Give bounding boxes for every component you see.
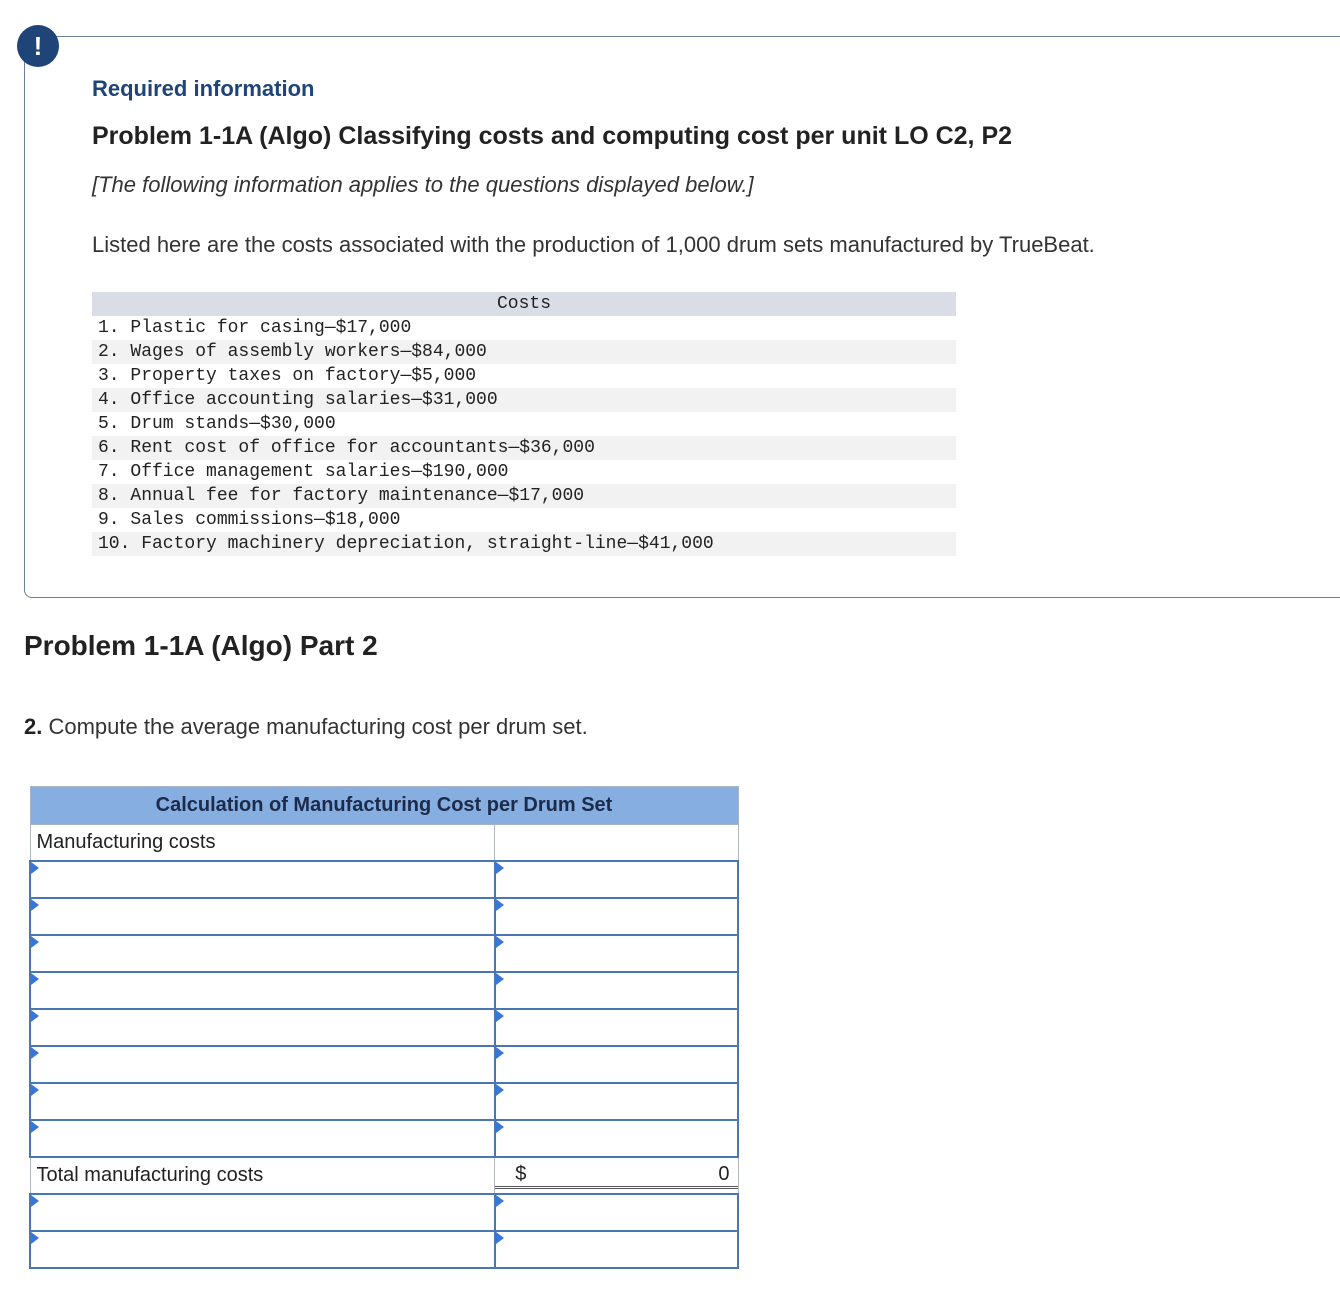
dropdown-indicator-icon [31, 862, 39, 874]
cost-amount-cell[interactable] [495, 1009, 738, 1046]
cost-row: 8. Annual fee for factory maintenance—$17,000 [92, 484, 956, 508]
cost-row: 1. Plastic for casing—$17,000 [92, 316, 956, 340]
result-amount-cell[interactable] [495, 1231, 738, 1268]
dropdown-indicator-icon [496, 1084, 504, 1096]
result-amount-input[interactable] [496, 1195, 737, 1230]
costs-header: Costs [92, 292, 956, 316]
cost-amount-cell[interactable] [495, 972, 738, 1009]
empty-cell [495, 825, 738, 862]
dropdown-indicator-icon [496, 936, 504, 948]
part-title: Problem 1-1A (Algo) Part 2 [24, 630, 378, 661]
question-text [24, 714, 588, 740]
dropdown-indicator-icon [31, 1084, 39, 1096]
dropdown-indicator-icon [31, 1010, 39, 1022]
cost-amount-cell[interactable] [495, 898, 738, 935]
dropdown-indicator-icon [31, 1047, 39, 1059]
cost-amount-input[interactable] [496, 1084, 737, 1119]
cost-amount-input[interactable] [496, 862, 737, 897]
total-manufacturing-costs-cell [495, 1157, 738, 1194]
intro-text: Listed here are the costs associated with the production of 1,000 drum sets manufactured by TrueBeat. [92, 232, 1095, 257]
total-manufacturing-costs-label: Total manufacturing costs [30, 1157, 495, 1194]
cost-name-input[interactable] [31, 899, 494, 934]
dropdown-indicator-icon [496, 1195, 504, 1207]
costs-table [92, 292, 956, 556]
applies-note: [The following information applies to the questions displayed below.] [92, 172, 754, 197]
cost-row: 5. Drum stands—$30,000 [92, 412, 956, 436]
dropdown-indicator-icon [496, 973, 504, 985]
result-name-input[interactable] [31, 1195, 494, 1230]
cost-name-dropdown[interactable] [30, 861, 495, 898]
cost-row: 6. Rent cost of office for accountants—$36,000 [92, 436, 956, 460]
cost-row: 9. Sales commissions—$18,000 [92, 508, 956, 532]
cost-amount-input[interactable] [496, 1010, 737, 1045]
cost-amount-cell[interactable] [495, 935, 738, 972]
cost-name-input[interactable] [31, 1047, 494, 1082]
result-amount-cell[interactable] [495, 1194, 738, 1231]
cost-name-dropdown[interactable] [30, 898, 495, 935]
cost-amount-input[interactable] [496, 1047, 737, 1082]
cost-name-input[interactable] [31, 1010, 494, 1045]
calculation-table [29, 786, 739, 1269]
cost-name-input[interactable] [31, 1084, 494, 1119]
dropdown-indicator-icon [31, 973, 39, 985]
dropdown-indicator-icon [496, 1010, 504, 1022]
question-number: 2. [24, 714, 43, 739]
cost-row: 7. Office management salaries—$190,000 [92, 460, 956, 484]
cost-name-input[interactable] [31, 1121, 494, 1156]
total-manufacturing-costs-value: 0 [718, 1162, 730, 1185]
cost-name-dropdown[interactable] [30, 1083, 495, 1120]
result-name-dropdown[interactable] [30, 1194, 495, 1231]
currency-symbol: $ [515, 1162, 527, 1185]
cost-name-dropdown[interactable] [30, 972, 495, 1009]
cost-amount-cell[interactable] [495, 1120, 738, 1157]
cost-amount-input[interactable] [496, 936, 737, 971]
question-body: Compute the average manufacturing cost per drum set. [42, 714, 588, 739]
cost-amount-cell[interactable] [495, 1083, 738, 1120]
dropdown-indicator-icon [31, 1121, 39, 1133]
dropdown-indicator-icon [31, 1232, 39, 1244]
dropdown-indicator-icon [31, 936, 39, 948]
cost-name-input[interactable] [31, 862, 494, 897]
cost-name-dropdown[interactable] [30, 1009, 495, 1046]
dropdown-indicator-icon [496, 1047, 504, 1059]
cost-name-input[interactable] [31, 973, 494, 1008]
required-info-heading: Required information [92, 76, 315, 101]
result-name-input[interactable] [31, 1232, 494, 1267]
cost-name-dropdown[interactable] [30, 1046, 495, 1083]
alert-icon: ! [17, 25, 59, 67]
cost-amount-input[interactable] [496, 973, 737, 1008]
cost-row: 2. Wages of assembly workers—$84,000 [92, 340, 956, 364]
dropdown-indicator-icon [31, 1195, 39, 1207]
dropdown-indicator-icon [496, 1232, 504, 1244]
manufacturing-costs-label: Manufacturing costs [30, 825, 495, 862]
cost-name-dropdown[interactable] [30, 1120, 495, 1157]
dropdown-indicator-icon [496, 1121, 504, 1133]
dropdown-indicator-icon [496, 899, 504, 911]
cost-name-dropdown[interactable] [30, 935, 495, 972]
cost-row: 3. Property taxes on factory—$5,000 [92, 364, 956, 388]
cost-amount-cell[interactable] [495, 1046, 738, 1083]
cost-row: 10. Factory machinery depreciation, straight-line—$41,000 [92, 532, 956, 556]
cost-row: 4. Office accounting salaries—$31,000 [92, 388, 956, 412]
cost-name-input[interactable] [31, 936, 494, 971]
result-amount-input[interactable] [496, 1232, 737, 1267]
cost-amount-input[interactable] [496, 1121, 737, 1156]
cost-amount-input[interactable] [496, 899, 737, 934]
result-name-dropdown[interactable] [30, 1231, 495, 1268]
cost-amount-cell[interactable] [495, 861, 738, 898]
calculation-table-title: Calculation of Manufacturing Cost per Drum Set [30, 787, 738, 825]
dropdown-indicator-icon [496, 862, 504, 874]
dropdown-indicator-icon [31, 899, 39, 911]
problem-title: Problem 1-1A (Algo) Classifying costs and computing cost per unit LO C2, P2 [92, 122, 1013, 150]
